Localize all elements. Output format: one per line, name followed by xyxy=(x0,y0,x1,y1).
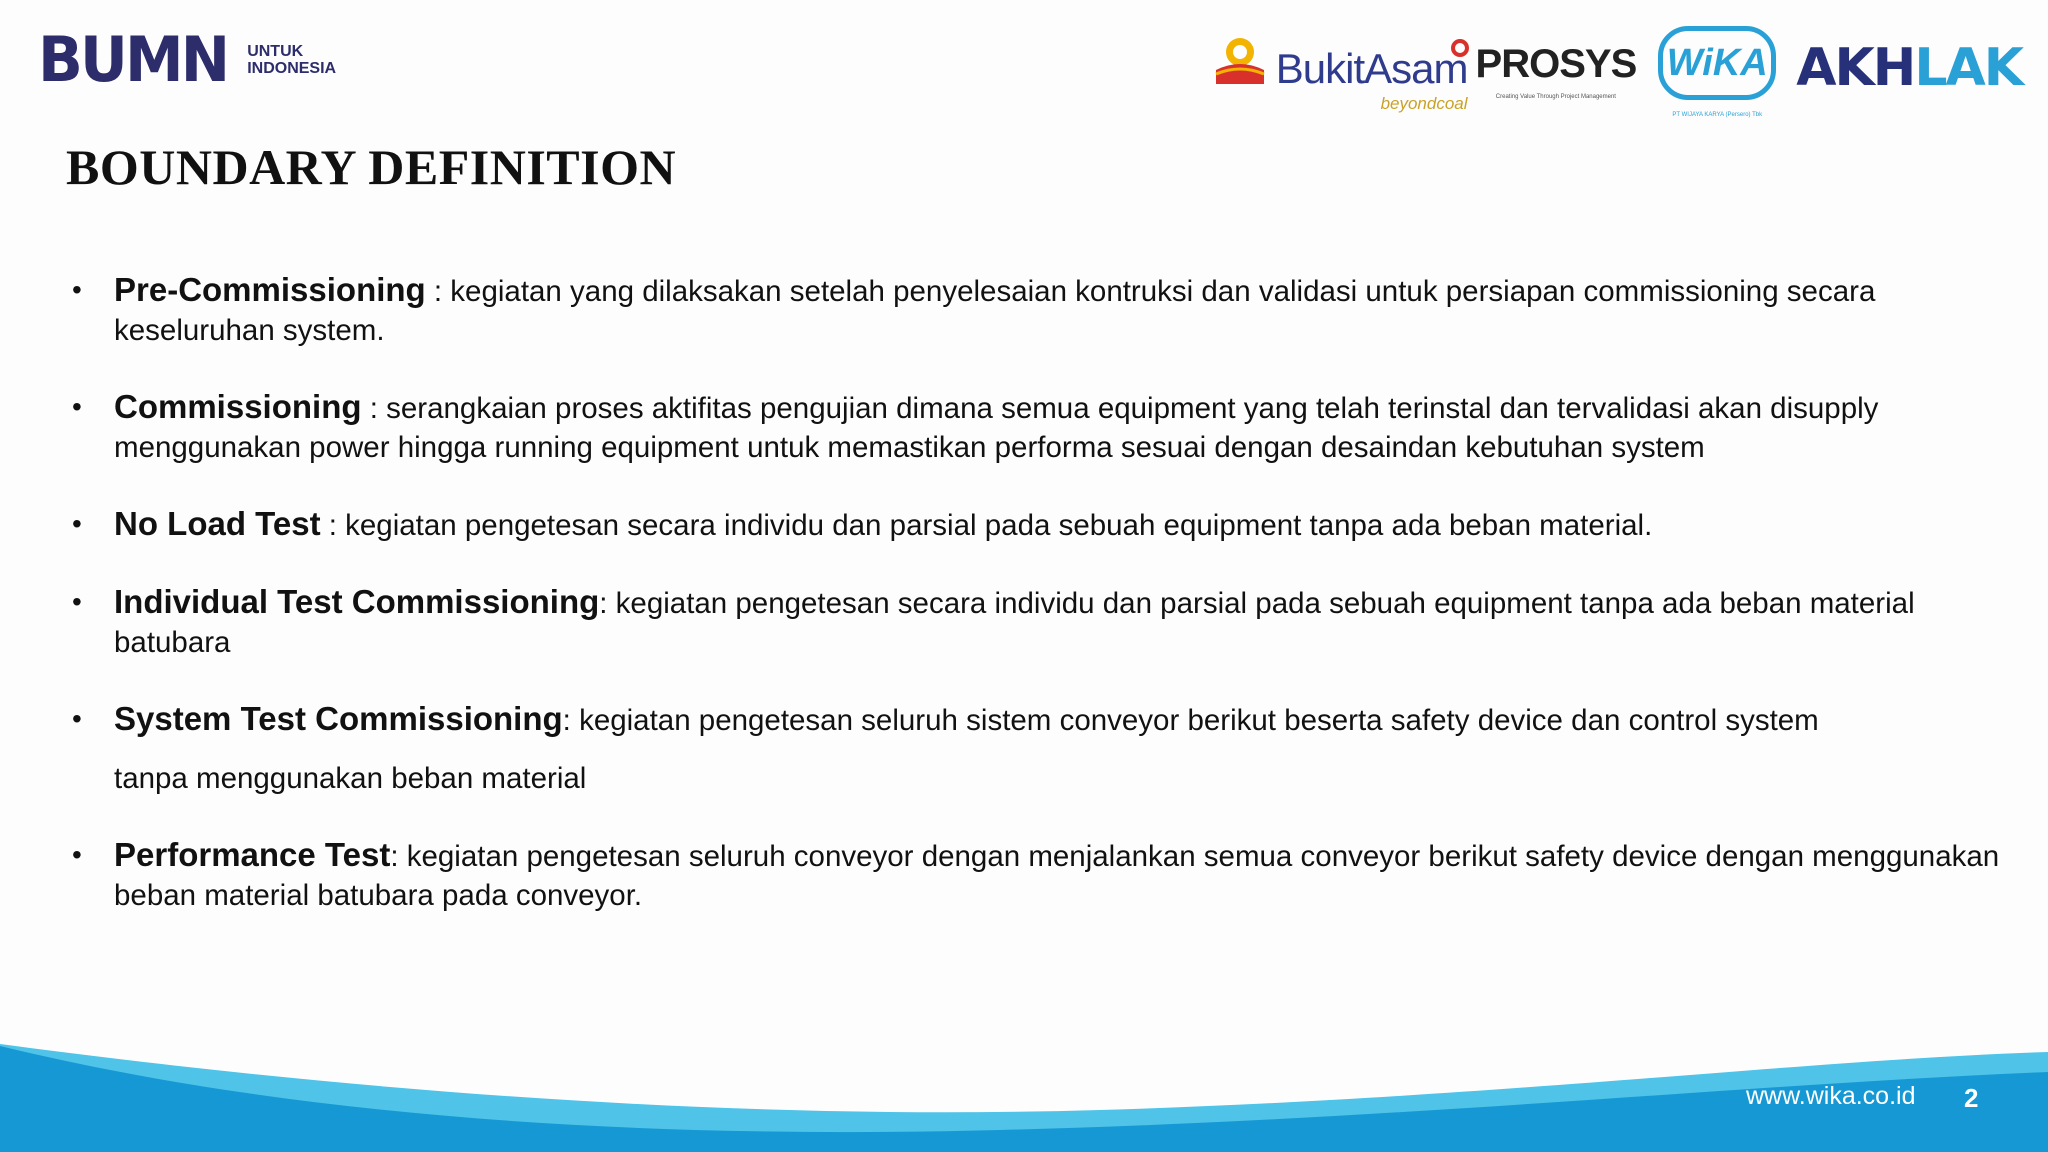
definition-text: : kegiatan pengetesan seluruh sistem conveyor berikut beserta safety device dan control system xyxy=(562,704,1819,737)
akhlak-part2: LAK xyxy=(1914,38,2022,98)
definition-term: Pre-Commissioning xyxy=(114,271,426,308)
wika-badge: WiKA xyxy=(1658,26,1776,100)
bullet-marker: • xyxy=(72,839,82,870)
list-item xyxy=(72,270,2007,350)
definition-term: Commissioning xyxy=(114,388,362,425)
akhlak-part1: AKH xyxy=(1796,38,1915,98)
bukitasam-logo xyxy=(1212,22,1468,114)
definition-term: Individual Test Commissioning xyxy=(114,583,600,620)
bullet-marker: • xyxy=(72,508,82,539)
definition-term: System Test Commissioning xyxy=(114,700,563,737)
definition-text: : kegiatan yang dilaksakan setelah penyelesaian kontruksi dan validasi untuk persiapan commissioning secara keseluruhan system. xyxy=(114,275,1876,347)
bullet-marker: • xyxy=(72,391,82,422)
page-title: BOUNDARY DEFINITION xyxy=(66,139,677,195)
definition-text: : serangkaian proses aktifitas pengujian dimana semua equipment yang telah terinstal dan tervalidasi akan disupply menggunakan power hingga running equipment untuk memastikan performa sesuai dengan desaindan kebutuhan system xyxy=(114,392,1879,464)
definition-term: No Load Test xyxy=(114,505,321,542)
list-item xyxy=(72,582,2007,662)
definition-text: : kegiatan pengetesan secara individu dan parsial pada sebuah equipment tanpa ada beban material batubara xyxy=(114,587,1915,659)
page-number: 2 xyxy=(1964,1083,1979,1113)
wika-tagline: PT WIJAYA KARYA (Persero) Tbk xyxy=(1672,112,1763,118)
definition-text-continued: tanpa menggunakan beban material xyxy=(114,762,587,795)
prosys-name: PROSYS xyxy=(1475,42,1637,86)
akhlak-logo xyxy=(1796,38,2022,98)
bukitasam-name: BukitAsam xyxy=(1275,45,1468,92)
list-item xyxy=(72,504,2007,545)
list-item xyxy=(72,835,2007,915)
prosys-logo xyxy=(1476,44,1637,100)
bumn-logo-line2: INDONESIA xyxy=(247,60,337,77)
definition-list xyxy=(72,270,2007,915)
footer-url: www.wika.co.id xyxy=(1746,1082,1916,1110)
definition-text: : kegiatan pengetesan secara individu dan parsial pada sebuah equipment tanpa ada beban material. xyxy=(320,509,1653,542)
list-item xyxy=(72,387,2007,467)
bullet-marker: • xyxy=(72,703,82,734)
bumn-logo-mark: BUMN xyxy=(38,23,228,96)
bumn-logo-subtitle xyxy=(247,43,336,77)
bukitasam-emblem-icon xyxy=(1212,34,1268,90)
bullet-marker: • xyxy=(72,274,82,305)
prosys-tagline: Creating Value Through Project Management xyxy=(1495,94,1616,100)
bumn-logo-line1: UNTUK xyxy=(247,43,304,60)
definition-term: Performance Test xyxy=(114,836,391,873)
list-item xyxy=(72,699,2007,798)
bullet-marker: • xyxy=(72,586,82,617)
footer-wave xyxy=(0,1044,2048,1152)
prosys-ring-icon xyxy=(1450,38,1470,58)
partner-logos xyxy=(1212,22,2022,132)
wika-logo xyxy=(1658,26,1776,118)
definition-text: : kegiatan pengetesan seluruh conveyor dengan menjalankan semua conveyor berikut safety device dengan menggunakan beban material batubara pada conveyor. xyxy=(114,840,2000,912)
bumn-logo xyxy=(38,23,337,96)
bukitasam-tagline: beyondcoal xyxy=(1380,94,1468,113)
